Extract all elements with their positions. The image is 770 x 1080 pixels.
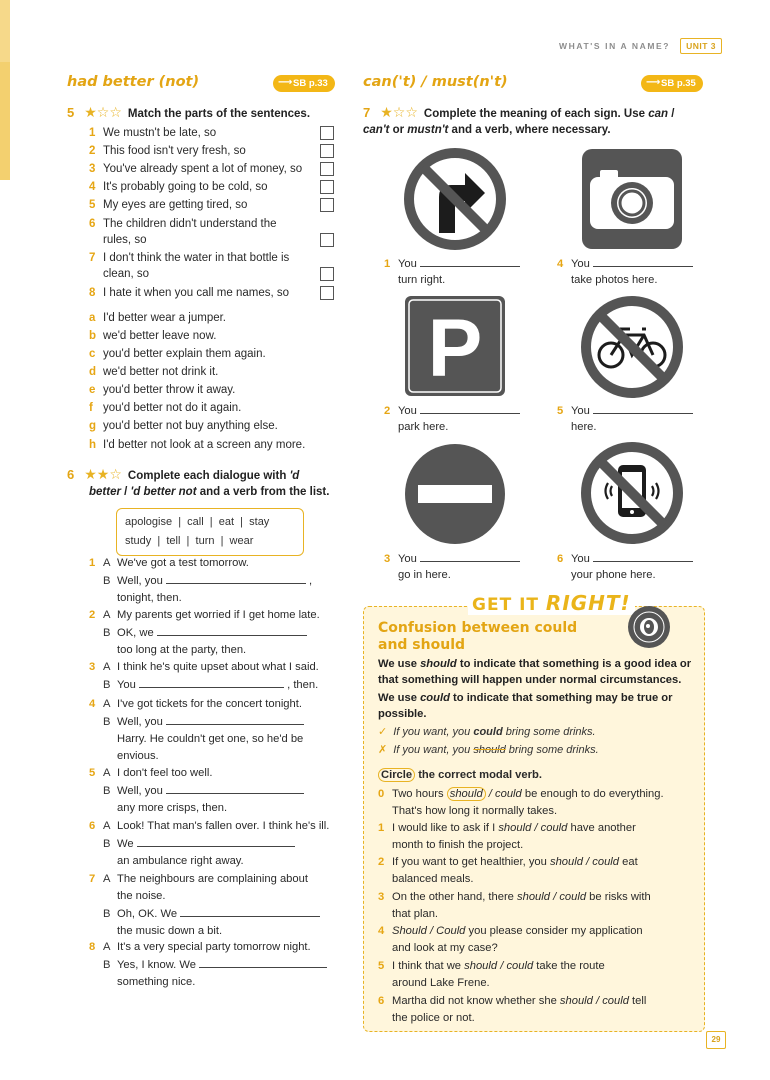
line-b: Well, you	[117, 575, 163, 587]
option-letter: d	[89, 366, 97, 378]
option-should[interactable]: Should	[392, 925, 427, 937]
dialogue	[89, 607, 339, 659]
answer-blank[interactable]	[593, 402, 693, 414]
match-item	[89, 197, 247, 213]
edge-tab-accent	[0, 62, 10, 180]
difficulty-stars-icon: ★☆☆	[84, 104, 122, 120]
dialogue	[89, 555, 339, 607]
running-header	[559, 38, 722, 54]
caption-number: 5	[557, 405, 564, 417]
item-text-cont: month to finish the project.	[392, 839, 524, 851]
line-b: Well, you	[117, 716, 163, 728]
option-sep: /	[531, 822, 541, 834]
item-text: be risks with	[586, 891, 651, 903]
word-list-box	[116, 508, 304, 556]
item-number: 3	[378, 891, 385, 903]
option-letter: g	[89, 420, 97, 432]
caption-you: You	[398, 405, 417, 417]
option-text: we'd better leave now.	[103, 330, 217, 342]
item-number: 5	[378, 960, 385, 972]
line-b: OK, we	[117, 627, 154, 639]
option-text: I'd better not look at a screen any more.	[103, 439, 306, 451]
rule-text: We use	[378, 692, 421, 704]
caption-you: You	[398, 553, 417, 565]
sign-caption	[384, 402, 544, 435]
speaker-b: B	[103, 679, 111, 691]
speaker-a: A	[103, 941, 111, 953]
exercise-number: 6	[67, 467, 75, 482]
speaker-b: B	[103, 627, 111, 639]
caption-number: 6	[557, 553, 564, 565]
option-letter: a	[89, 312, 96, 324]
instruction-emphasis: 'd	[289, 470, 300, 482]
rule-could	[378, 690, 696, 722]
modal-item	[378, 958, 700, 992]
instruction-emphasis: can	[648, 108, 669, 120]
option-letter: b	[89, 330, 97, 342]
dialogue	[89, 939, 339, 991]
match-option	[89, 310, 226, 326]
tick-icon: ✓	[378, 726, 388, 738]
instruction-sep: /	[120, 486, 131, 498]
answer-blank[interactable]	[420, 550, 520, 562]
sb-reference-label: SB p.35	[661, 78, 696, 89]
exercise-number: 5	[67, 105, 75, 120]
dialogue-number: 6	[89, 820, 96, 832]
exercise-5-heading	[67, 104, 310, 122]
page-number: 29	[706, 1031, 726, 1049]
option-letter: c	[89, 348, 96, 360]
arrow-icon: ⟶	[646, 77, 661, 88]
exercise-6-heading	[67, 466, 342, 500]
option-sep: /	[592, 995, 603, 1007]
word-list-line: study | tell | turn | wear	[125, 535, 254, 547]
item-number: 7	[89, 252, 96, 264]
rule-text: to indicate that something is a good idea or that something will happen under normal circumstances.	[378, 658, 692, 686]
dialogue-number: 1	[89, 557, 96, 569]
line-b: We	[117, 838, 134, 850]
speaker-a: A	[103, 698, 111, 710]
rule-emphasis: could	[420, 692, 450, 704]
answer-checkbox[interactable]	[320, 267, 334, 281]
answer-blank[interactable]	[137, 835, 295, 847]
dialogue	[89, 765, 339, 817]
speaker-b: B	[103, 575, 111, 587]
get-it-right-title	[468, 591, 635, 615]
unit-badge: UNIT 3	[680, 38, 722, 54]
exercise-number: 7	[363, 105, 371, 120]
caption-cont: park here.	[398, 421, 449, 433]
instruction-rest: and a verb, where necessary.	[448, 124, 611, 136]
dialogue	[89, 696, 339, 765]
match-option	[89, 437, 305, 453]
no-right-turn-sign-icon	[403, 147, 507, 251]
section-title-had-better: had better (not)	[67, 74, 200, 90]
item-text: I would like to ask if I	[392, 822, 499, 834]
item-number: 5	[89, 199, 96, 211]
line-b: Well, you	[117, 785, 163, 797]
answer-checkbox[interactable]	[320, 286, 334, 300]
dialogue	[89, 871, 339, 940]
option-should[interactable]: should	[464, 960, 498, 972]
answer-checkbox[interactable]	[320, 198, 334, 212]
item-number: 1	[378, 822, 385, 834]
item-text-cont: the police or not.	[392, 1012, 475, 1024]
line-b-cont: the music down a bit.	[117, 925, 223, 937]
option-letter: h	[89, 439, 97, 451]
answer-checkbox[interactable]	[320, 180, 334, 194]
arrow-icon: ⟶	[278, 77, 293, 88]
line-a: It's a very special party tomorrow night.	[117, 941, 311, 953]
dialogue-number: 4	[89, 698, 96, 710]
match-item	[89, 161, 302, 177]
match-item	[89, 125, 216, 141]
option-text: you'd better explain them again.	[103, 348, 266, 360]
item-text-cont: that plan.	[392, 908, 439, 920]
title-part-emph: RIGHT!	[545, 591, 631, 615]
instruction-rest: and a verb from the list.	[196, 486, 330, 498]
line-a-cont: the noise.	[117, 890, 166, 902]
option-could[interactable]: could	[559, 891, 587, 903]
circle-word: Circle	[378, 768, 415, 782]
item-number: 0	[378, 788, 385, 800]
difficulty-stars-icon: ★★☆	[84, 466, 122, 482]
line-b-cont: Harry. He couldn't get one, so he'd be	[117, 733, 304, 745]
cross-icon: ✗	[378, 744, 388, 756]
match-option	[89, 328, 216, 344]
item-text: Two hours	[392, 788, 447, 800]
answer-checkbox[interactable]	[320, 126, 334, 140]
speaker-b: B	[103, 716, 111, 728]
option-sep: /	[582, 856, 593, 868]
modal-item	[378, 923, 700, 957]
line-b-cont: something nice.	[117, 976, 196, 988]
item-text: tell	[628, 995, 647, 1007]
line-b-post: , then.	[287, 679, 319, 691]
item-text: Martha did not know whether she	[392, 995, 560, 1007]
option-should[interactable]: should	[517, 891, 550, 903]
line-b: You	[117, 679, 136, 691]
caption-number: 3	[384, 553, 391, 565]
rule-should	[378, 656, 696, 688]
answer-checkbox[interactable]	[320, 233, 334, 247]
item-text: eat	[619, 856, 638, 868]
line-b: Oh, OK. We	[117, 908, 178, 920]
instruction-emphasis: can't	[363, 124, 390, 136]
option-sep: /	[485, 788, 496, 800]
option-text: you'd better not buy anything else.	[103, 420, 278, 432]
option-could[interactable]: Could	[436, 925, 466, 937]
correct-example	[378, 725, 596, 738]
sign-caption	[557, 255, 717, 288]
answer-blank[interactable]	[166, 713, 304, 725]
speaker-b: B	[103, 959, 111, 971]
caption-cont: turn right.	[398, 274, 446, 286]
modal-item	[378, 854, 700, 888]
item-text: If you want to get healthier, you	[392, 856, 550, 868]
line-b-cont: any more crisps, then.	[117, 802, 228, 814]
item-number: 2	[89, 145, 96, 157]
line-b: Yes, I know. We	[117, 959, 196, 971]
item-text-cont: and look at my case?	[392, 942, 498, 954]
answer-checkbox[interactable]	[320, 162, 334, 176]
dialogue-number: 3	[89, 661, 96, 673]
caption-you: You	[571, 553, 590, 565]
option-sep: /	[549, 891, 560, 903]
caption-number: 4	[557, 258, 564, 270]
speaker-a: A	[103, 557, 111, 569]
rule-emphasis: should	[420, 658, 457, 670]
match-option	[89, 364, 218, 380]
item-text-cont: around Lake Frene.	[392, 977, 490, 989]
item-text: I don't think the water in that bottle is	[103, 252, 290, 264]
item-text: This food isn't very fresh, so	[103, 145, 246, 157]
caption-number: 1	[384, 258, 391, 270]
speaker-b: B	[103, 785, 111, 797]
dialogue-number: 8	[89, 941, 96, 953]
option-could[interactable]: could	[495, 788, 522, 800]
line-b-post: ,	[309, 575, 313, 587]
option-should[interactable]: should	[559, 995, 593, 1007]
answer-blank[interactable]	[166, 572, 306, 584]
line-a: We've got a test tomorrow.	[117, 557, 249, 569]
dialogue	[89, 659, 339, 694]
speaker-a: A	[103, 820, 111, 832]
option-text: I'd better wear a jumper.	[103, 312, 227, 324]
line-b-cont: tonight, then.	[117, 592, 182, 604]
line-a: Look! That man's fallen over. I think he's ill.	[117, 820, 330, 832]
sb-reference-label: SB p.33	[293, 78, 328, 89]
caption-you: You	[398, 258, 417, 270]
item-number: 4	[378, 925, 385, 937]
option-sep: /	[497, 960, 507, 972]
instruction-sep: /	[668, 108, 675, 120]
exercise-instruction: Complete each dialogue with	[127, 470, 290, 482]
option-could[interactable]: could	[506, 960, 534, 972]
task-text: the correct modal verb.	[415, 769, 542, 781]
rule-text: to indicate that something may be true or possible.	[378, 692, 673, 720]
dialogue	[89, 818, 339, 870]
item-text: I think that we	[392, 960, 465, 972]
rule-text: We use	[378, 658, 421, 670]
example-text: bring some drinks.	[502, 726, 596, 738]
sign-caption	[557, 550, 717, 583]
match-option	[89, 418, 278, 434]
speaker-a: A	[103, 609, 111, 621]
item-text: have another	[567, 822, 636, 834]
caption-cont: take photos here.	[571, 274, 658, 286]
answer-blank[interactable]	[166, 782, 304, 794]
match-item	[89, 250, 289, 282]
instruction-emphasis: mustn't	[407, 124, 449, 136]
modal-item	[378, 993, 700, 1027]
item-number: 6	[89, 218, 96, 230]
match-item	[89, 285, 289, 301]
item-text: take the route	[533, 960, 605, 972]
option-letter: f	[89, 402, 93, 414]
answer-blank[interactable]	[199, 956, 327, 968]
camera-sign-icon	[580, 147, 684, 251]
item-text: You've already spent a lot of money, so	[103, 163, 303, 175]
answer-blank[interactable]	[593, 255, 693, 267]
option-could[interactable]: could	[602, 995, 629, 1007]
answer-checkbox[interactable]	[320, 144, 334, 158]
item-text-cont: That's how long it normally takes.	[392, 805, 558, 817]
option-text: you'd better not do it again.	[103, 402, 242, 414]
item-text: you please consider my application	[465, 925, 643, 937]
item-number: 2	[378, 856, 385, 868]
line-a: I don't feel too well.	[117, 767, 213, 779]
option-letter: e	[89, 384, 96, 396]
item-text: I hate it when you call me names, so	[103, 287, 290, 299]
circle-task-instruction	[378, 767, 700, 784]
option-text: we'd better not drink it.	[103, 366, 219, 378]
speaker-b: B	[103, 838, 111, 850]
item-text: My eyes are getting tired, so	[103, 199, 248, 211]
item-text: It's probably going to be cold, so	[103, 181, 268, 193]
sign-caption	[384, 255, 544, 288]
incorrect-example	[378, 743, 599, 756]
exercise-instruction: Match the parts of the sentences.	[127, 108, 311, 120]
match-item	[89, 216, 277, 248]
answer-blank[interactable]	[180, 905, 320, 917]
item-text: We mustn't be late, so	[103, 127, 217, 139]
word-list-line: apologise | call | eat | stay	[125, 516, 270, 528]
title-part: GET IT	[472, 595, 546, 615]
caption-you: You	[571, 405, 590, 417]
modal-item	[378, 786, 700, 820]
example-text: If you want, you	[393, 744, 474, 756]
item-text: be enough to do everything.	[521, 788, 664, 800]
speaker-b: B	[103, 908, 111, 920]
section-title-can-must: can('t) / must(n't)	[363, 74, 508, 90]
match-item	[89, 143, 246, 159]
parking-letter: P	[427, 303, 483, 394]
answer-blank[interactable]	[157, 624, 307, 636]
instruction-emphasis: 'd better not	[130, 486, 197, 498]
line-a: I've got tickets for the concert tonight.	[117, 698, 302, 710]
dialogue-number: 2	[89, 609, 96, 621]
instruction-emphasis: better	[89, 486, 121, 498]
modal-item	[378, 820, 700, 854]
caption-you: You	[571, 258, 590, 270]
option-should[interactable]: should	[447, 787, 486, 801]
speaker-a: A	[103, 767, 111, 779]
get-it-right-heading: Confusion between could and should	[378, 620, 578, 653]
option-should[interactable]: should	[498, 822, 532, 834]
item-text: The children didn't understand the	[103, 218, 277, 230]
option-sep: /	[426, 925, 437, 937]
line-a: The neighbours are complaining about	[117, 873, 308, 885]
no-entry-sign-icon	[404, 443, 506, 545]
answer-blank[interactable]	[420, 402, 520, 414]
example-struck: should	[473, 744, 506, 756]
sb-reference-right[interactable]	[641, 75, 703, 92]
item-text-cont: balanced meals.	[392, 873, 474, 885]
caption-number: 2	[384, 405, 391, 417]
option-could[interactable]: could	[540, 822, 568, 834]
line-b-cont: an ambulance right away.	[117, 855, 244, 867]
option-text: you'd better throw it away.	[103, 384, 236, 396]
speaker-a: A	[103, 661, 111, 673]
sb-reference-left[interactable]	[273, 75, 335, 92]
parking-sign-icon	[405, 296, 505, 396]
line-a: My parents get worried if I get home late.	[117, 609, 320, 621]
item-number: 8	[89, 287, 96, 299]
modal-item	[378, 889, 700, 923]
answer-blank[interactable]	[420, 255, 520, 267]
line-b-cont: too long at the party, then.	[117, 644, 247, 656]
item-text-cont: clean, so	[103, 268, 150, 280]
match-option	[89, 346, 266, 362]
no-cycling-sign-icon	[580, 295, 684, 399]
sign-caption	[384, 550, 544, 583]
caption-cont: here.	[571, 421, 597, 433]
exercise-7-heading	[363, 104, 703, 138]
example-text: If you want, you	[393, 726, 474, 738]
example-emphasis: could	[473, 726, 503, 738]
item-text: On the other hand, there	[392, 891, 518, 903]
item-number: 4	[89, 181, 96, 193]
exercise-instruction: Complete the meaning of each sign. Use	[423, 108, 649, 120]
match-option	[89, 400, 241, 416]
example-text: bring some drinks.	[505, 744, 599, 756]
dialogue-number: 5	[89, 767, 96, 779]
speaker-a: A	[103, 873, 111, 885]
no-phone-sign-icon	[580, 441, 684, 545]
item-number: 6	[378, 995, 385, 1007]
item-text-cont: rules, so	[103, 234, 147, 246]
match-item	[89, 179, 268, 195]
match-option	[89, 382, 235, 398]
line-a: I think he's quite upset about what I said.	[117, 661, 319, 673]
caption-cont: your phone here.	[571, 569, 656, 581]
line-b-cont: envious.	[117, 750, 159, 762]
cambridge-corpus-seal-icon	[626, 604, 672, 650]
instruction-or: or	[389, 124, 408, 136]
answer-blank[interactable]	[593, 550, 693, 562]
running-title: WHAT'S IN A NAME?	[559, 41, 671, 51]
sign-caption	[557, 402, 717, 435]
item-number: 3	[89, 163, 96, 175]
option-could[interactable]: could	[592, 856, 620, 868]
caption-cont: go in here.	[398, 569, 451, 581]
dialogue-number: 7	[89, 873, 96, 885]
item-number: 1	[89, 127, 96, 139]
option-should[interactable]: should	[549, 856, 583, 868]
difficulty-stars-icon: ★☆☆	[380, 104, 418, 120]
answer-blank[interactable]	[139, 676, 284, 688]
